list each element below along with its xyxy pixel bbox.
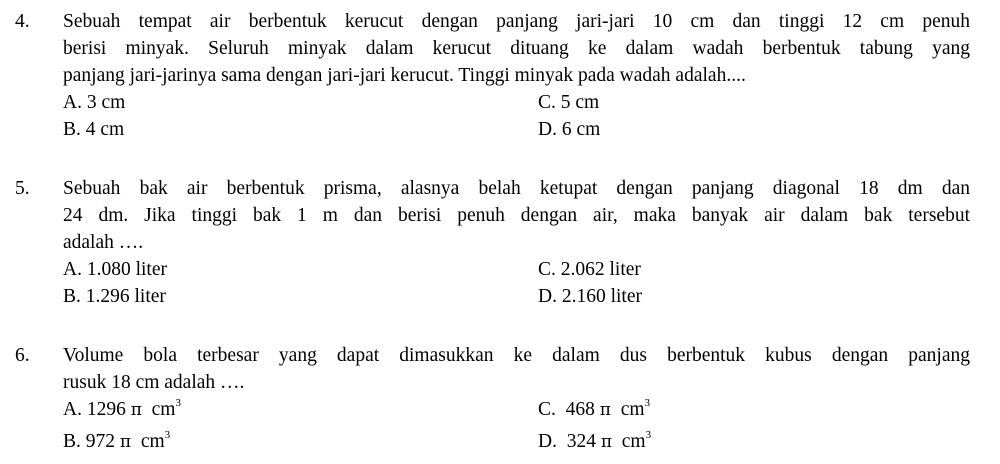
option-label: C. 468 xyxy=(538,399,600,420)
exponent: 3 xyxy=(644,397,651,409)
pi-symbol: π xyxy=(130,400,142,420)
option-d[interactable] xyxy=(538,428,651,456)
option-label: A. 1.080 liter xyxy=(63,259,167,280)
option-label: D. 6 cm xyxy=(538,119,601,140)
question-number: 6. xyxy=(15,345,30,366)
option-label: C. 2.062 liter xyxy=(538,259,641,280)
question-text xyxy=(63,342,970,396)
exponent: 3 xyxy=(645,429,652,441)
pi-symbol: π xyxy=(599,400,611,420)
option-c[interactable] xyxy=(538,396,650,424)
unit: cm xyxy=(612,431,646,452)
option-c[interactable] xyxy=(538,89,599,116)
option-d[interactable] xyxy=(538,283,642,310)
option-c[interactable] xyxy=(538,256,641,283)
question-line: berisi minyak. Seluruh minyak dalam kerucut dituang ke dalam wadah berbentuk tabung yang xyxy=(63,38,970,59)
question-line: rusuk 18 cm adalah …. xyxy=(63,372,245,393)
option-label: C. 5 cm xyxy=(538,92,600,113)
option-a[interactable] xyxy=(63,89,125,116)
option-label: B. 972 xyxy=(63,431,120,452)
question-line: Volume bola terbesar yang dapat dimasukkan ke dalam dus berbentuk kubus dengan panjang xyxy=(63,345,970,366)
pi-symbol: π xyxy=(119,432,132,452)
option-label: B. 4 cm xyxy=(63,119,125,140)
option-label: D. 324 xyxy=(538,431,601,452)
question-text xyxy=(63,175,970,256)
question-line: Sebuah bak air berbentuk prisma, alasnya belah ketupat dengan panjang diagonal 18 dm dan xyxy=(63,178,970,199)
option-b[interactable] xyxy=(63,283,166,310)
question-line: 24 dm. Jika tinggi bak 1 m dan berisi penuh dengan air, maka banyak air dalam bak tersebut xyxy=(63,205,970,226)
question-number: 5. xyxy=(15,178,30,199)
question-line: Sebuah tempat air berbentuk kerucut dengan panjang jari-jari 10 cm dan tinggi 12 cm penuh xyxy=(63,11,970,32)
option-a[interactable] xyxy=(63,256,167,283)
unit: cm xyxy=(141,399,176,420)
option-label: D. 2.160 liter xyxy=(538,286,642,307)
unit: cm xyxy=(131,431,165,452)
question-line: adalah …. xyxy=(63,232,144,253)
option-d[interactable] xyxy=(538,116,600,143)
exponent: 3 xyxy=(175,397,181,409)
option-label: B. 1.296 liter xyxy=(63,286,166,307)
question-line: panjang jari-jarinya sama dengan jari-jari kerucut. Tinggi minyak pada wadah adalah.... xyxy=(63,65,746,86)
question-text xyxy=(63,8,970,89)
option-a[interactable] xyxy=(63,396,181,424)
option-label: A. 1296 xyxy=(63,399,131,420)
question-number: 4. xyxy=(15,11,30,32)
option-label: A. 3 cm xyxy=(63,92,126,113)
option-b[interactable] xyxy=(63,428,170,456)
unit: cm xyxy=(610,399,645,420)
pi-symbol: π xyxy=(600,432,613,452)
exponent: 3 xyxy=(164,429,171,441)
option-b[interactable] xyxy=(63,116,124,143)
